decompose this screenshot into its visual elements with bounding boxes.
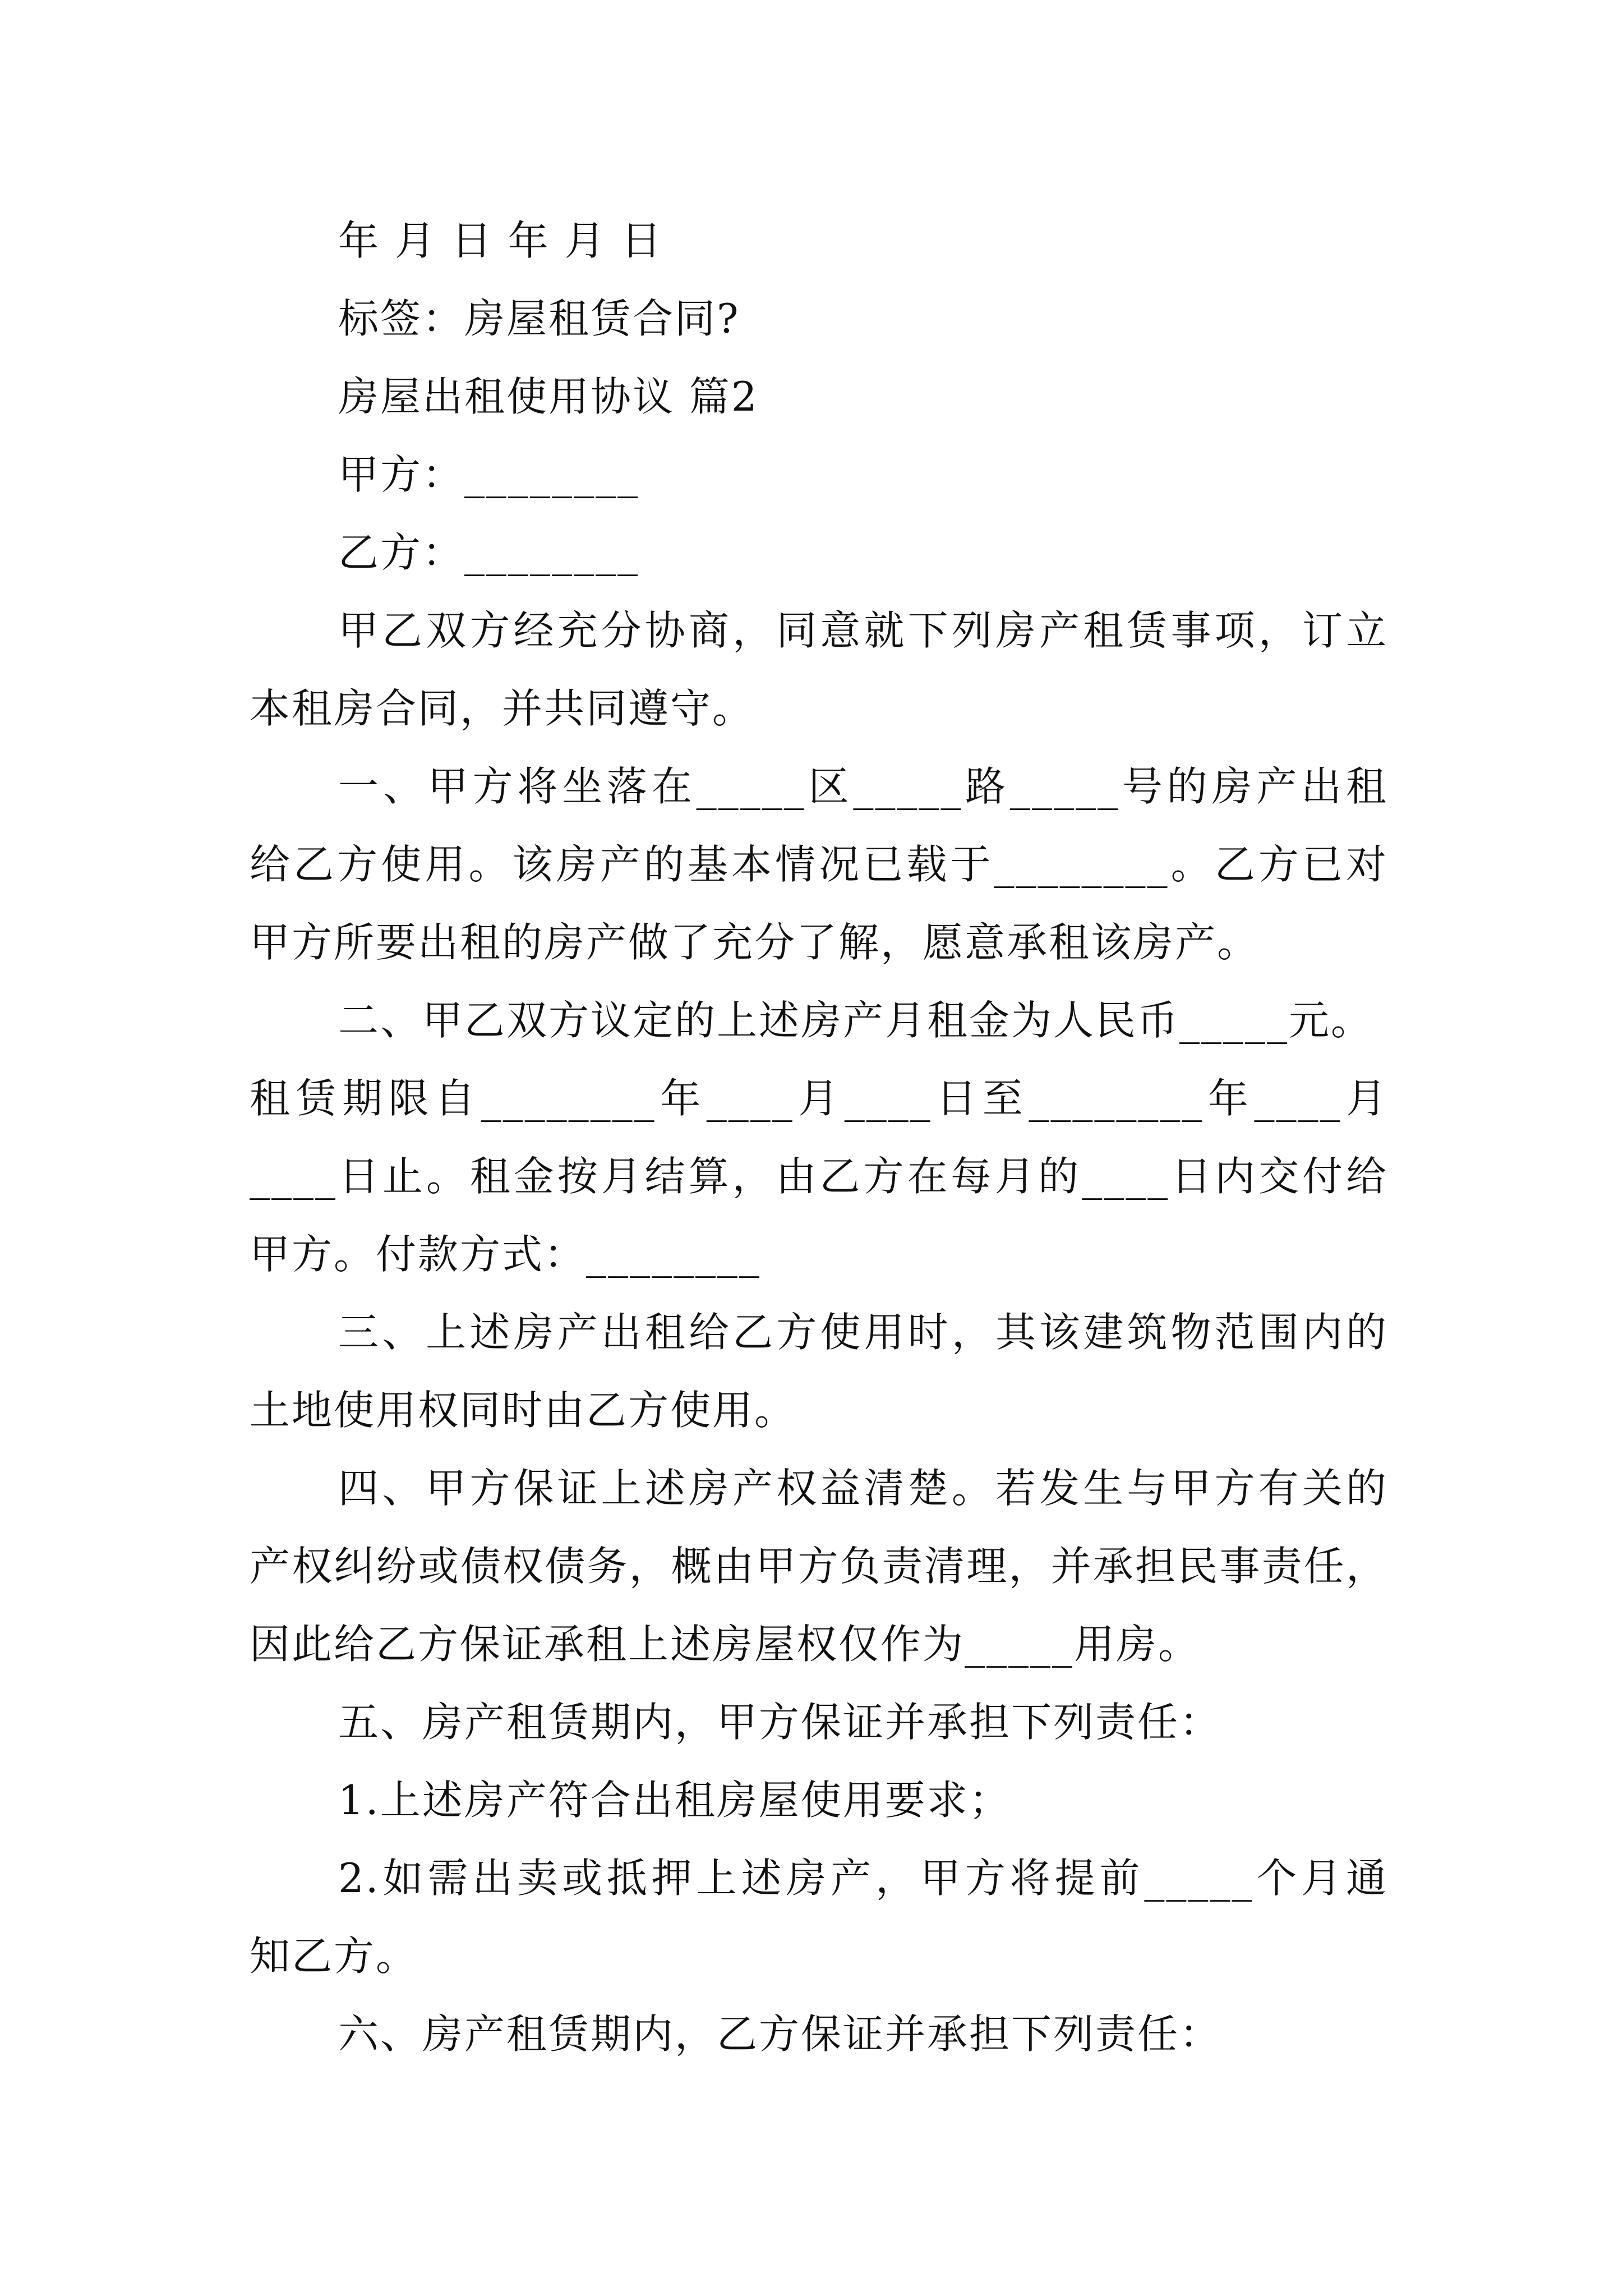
text-line: 年 月 日 年 月 日: [338, 217, 663, 264]
text-line: 因此给乙方保证承租上述房屋权仅作为_____用房。: [250, 1621, 1201, 1668]
text-line: 房屋出租使用协议 篇2: [338, 373, 759, 420]
text-line: ____日止。租金按月结算，由乙方在每月的____日内交付给: [250, 1153, 1388, 1200]
text-line: 三、上述房产出租给乙方使用时，其该建筑物范围内的: [338, 1309, 1388, 1356]
text-line: 一、甲方将坐落在_____区_____路_____号的房产出租: [338, 763, 1388, 810]
document-body: [250, 202, 1388, 2073]
text-line: 甲方。付款方式：________: [250, 1231, 762, 1278]
text-line: 1.上述房产符合出租房屋使用要求；: [338, 1777, 1011, 1824]
text-line: 二、甲乙双方议定的上述房产月租金为人民币_____元。: [338, 997, 1373, 1044]
text-line: 六、房产租赁期内，乙方保证并承担下列责任：: [338, 2010, 1222, 2058]
text-line: 给乙方使用。该房产的基本情况已载于________。乙方已对: [250, 841, 1388, 888]
text-line: 本租房合同，并共同遵守。: [250, 685, 755, 732]
text-line: 租赁期限自________年____月____日至________年____月: [250, 1075, 1388, 1122]
text-line: 甲乙双方经充分协商，同意就下列房产租赁事项，订立: [338, 607, 1388, 654]
text-line: 四、甲方保证上述房产权益清楚。若发生与甲方有关的: [338, 1465, 1388, 1512]
text-line: 乙方：________: [338, 529, 640, 576]
text-line: 标签：房屋租赁合同?: [338, 295, 740, 342]
text-line: 甲方所要出租的房产做了充分了解，愿意承租该房产。: [250, 919, 1260, 966]
text-line: 产权纠纷或债权债务，概由甲方负责清理，并承担民事责任，: [250, 1543, 1388, 1590]
text-line: 五、房产租赁期内，甲方保证并承担下列责任：: [338, 1699, 1222, 1746]
text-line: 2.如需出卖或抵押上述房产，甲方将提前_____个月通: [338, 1855, 1388, 1902]
text-line: 甲方：________: [338, 451, 640, 498]
text-line: 知乙方。: [250, 1932, 418, 1980]
text-line: 土地使用权同时由乙方使用。: [250, 1387, 797, 1434]
